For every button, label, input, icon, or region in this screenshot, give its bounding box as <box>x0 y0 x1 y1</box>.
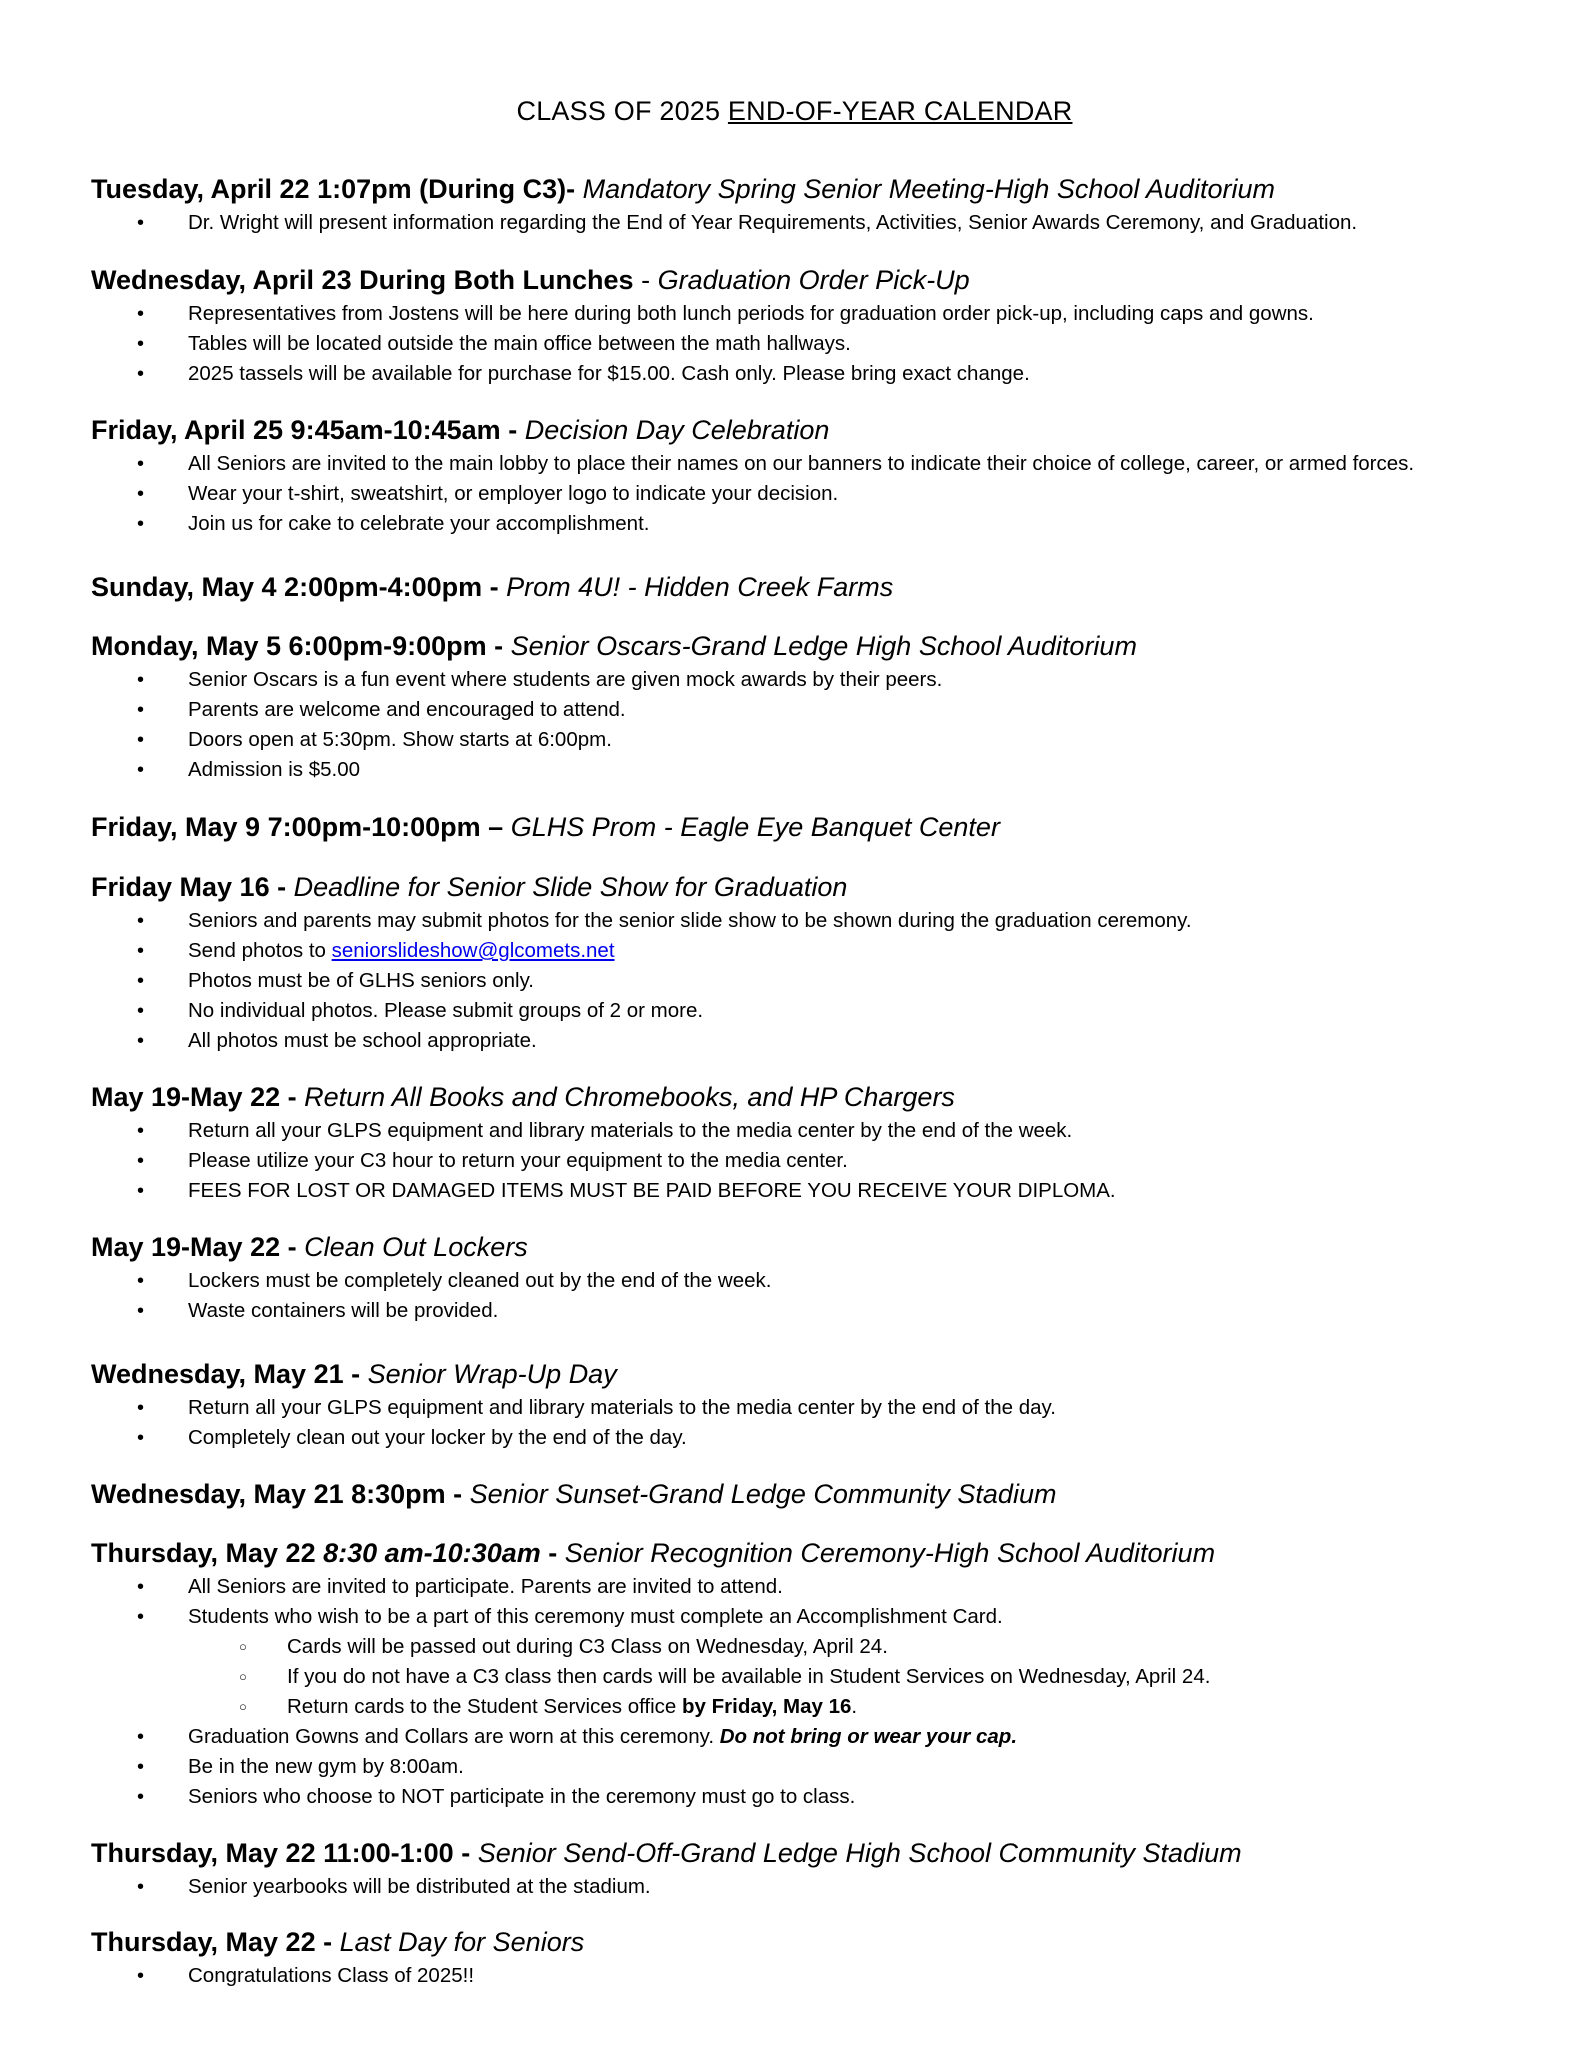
event-section <box>91 870 1561 1056</box>
event-bullets <box>91 1961 1561 1991</box>
event-heading <box>91 870 1561 904</box>
event-title: Senior Wrap-Up Day <box>367 1359 617 1389</box>
event-separator: - <box>453 1838 478 1868</box>
event-title: GLHS Prom - Eagle Eye Banquet Center <box>510 812 1000 842</box>
event-bullets <box>91 906 1561 1056</box>
event-time: 8:30 am-10:30am <box>323 1538 541 1568</box>
event-bullets <box>91 1872 1561 1902</box>
event-section <box>91 1536 1561 1812</box>
event-date: Monday, May 5 6:00pm-9:00pm <box>91 631 487 661</box>
event-section <box>91 263 1561 389</box>
gown-text: Graduation Gowns and Collars are worn at this ceremony. <box>188 1725 720 1748</box>
event-date: Tuesday, April 22 1:07pm (During C3) <box>91 174 567 204</box>
event-heading <box>91 1536 1561 1570</box>
event-separator: - <box>280 1232 305 1262</box>
event-bullets <box>91 299 1561 389</box>
email-label: Send photos to <box>188 939 332 962</box>
event-date: Friday, May 9 7:00pm-10:00pm <box>91 812 481 842</box>
list-item <box>91 1722 1561 1752</box>
event-title: Senior Recognition Ceremony-High School Auditorium <box>564 1538 1216 1568</box>
event-bullets <box>91 1572 1561 1812</box>
event-separator: - <box>633 265 658 295</box>
event-section <box>91 413 1561 539</box>
event-separator: - <box>343 1359 368 1389</box>
event-title: Senior Sunset-Grand Ledge Community Stadium <box>469 1479 1057 1509</box>
event-title: Graduation Order Pick-Up <box>657 265 970 295</box>
event-separator: - <box>566 174 583 204</box>
event-section <box>91 172 1561 238</box>
event-heading <box>91 629 1561 663</box>
deadline-text: by Friday, May 16 <box>682 1695 852 1718</box>
list-item: • Parents are welcome and encouraged to attend. <box>91 695 1561 725</box>
event-title: Prom 4U! - Hidden Creek Farms <box>506 572 894 602</box>
event-date: Thursday, May 22 11:00-1:00 <box>91 1838 454 1868</box>
event-date: Friday May 16 <box>91 872 270 902</box>
event-heading <box>91 1836 1561 1870</box>
list-item: • Students who wish to be a part of this ceremony must complete an Accomplishment Card. <box>91 1602 1561 1632</box>
list-item: • Waste containers will be provided. <box>91 1296 1561 1326</box>
list-item: • Seniors and parents may submit photos for the senior slide show to be shown during the graduation ceremony. <box>91 906 1561 936</box>
event-separator: - <box>280 1082 305 1112</box>
list-item: • Join us for cake to celebrate your accomplishment. <box>91 509 1561 539</box>
list-item: • 2025 tassels will be available for purchase for $15.00. Cash only. Please bring exact change. <box>91 359 1561 389</box>
sub-item-end: . <box>851 1695 858 1718</box>
list-item: • All Seniors are invited to the main lobby to place their names on our banners to indicate their choice of college, career, or armed forces. <box>91 449 1561 479</box>
event-bullets <box>91 1116 1561 1206</box>
event-bullets <box>91 449 1561 539</box>
event-separator: - <box>482 572 507 602</box>
event-section <box>91 1925 1561 1991</box>
list-item: • Admission is $5.00 <box>91 755 1561 785</box>
event-separator: - <box>315 1927 340 1957</box>
event-separator: - <box>269 872 294 902</box>
list-item: • FEES FOR LOST OR DAMAGED ITEMS MUST BE PAID BEFORE YOU RECEIVE YOUR DIPLOMA. <box>91 1176 1561 1206</box>
list-item: • All Seniors are invited to participate. Parents are invited to attend. <box>91 1572 1561 1602</box>
event-bullets <box>91 665 1561 785</box>
event-heading <box>91 1477 1561 1511</box>
list-item: • Senior Oscars is a fun event where students are given mock awards by their peers. <box>91 665 1561 695</box>
event-title: Decision Day Celebration <box>524 415 830 445</box>
event-bullets <box>91 208 1561 238</box>
event-date: Wednesday, May 21 8:30pm <box>91 1479 446 1509</box>
list-item: • Return all your GLPS equipment and library materials to the media center by the end of the week. <box>91 1116 1561 1146</box>
page-title <box>0 96 1589 127</box>
event-section <box>91 1477 1561 1511</box>
list-item: • Seniors who choose to NOT participate in the ceremony must go to class. <box>91 1782 1561 1812</box>
event-heading <box>91 570 1561 604</box>
list-item: • Tables will be located outside the main office between the math hallways. <box>91 329 1561 359</box>
list-item: • Doors open at 5:30pm. Show starts at 6:00pm. <box>91 725 1561 755</box>
event-section <box>91 570 1561 604</box>
list-item: • Be in the new gym by 8:00am. <box>91 1752 1561 1782</box>
event-date: Wednesday, May 21 <box>91 1359 344 1389</box>
event-separator: - <box>540 1538 565 1568</box>
event-section <box>91 810 1561 844</box>
list-item: • Return all your GLPS equipment and library materials to the media center by the end of the day. <box>91 1393 1561 1423</box>
event-date: May 19-May 22 <box>91 1232 281 1262</box>
event-heading <box>91 810 1561 844</box>
event-bullets <box>91 1266 1561 1326</box>
sub-list-item <box>91 1692 1561 1722</box>
event-section <box>91 1080 1561 1206</box>
list-item: • Please utilize your C3 hour to return your equipment to the media center. <box>91 1146 1561 1176</box>
list-item: • No individual photos. Please submit groups of 2 or more. <box>91 996 1561 1026</box>
event-date: Sunday, May 4 2:00pm-4:00pm <box>91 572 483 602</box>
title-underlined: END-OF-YEAR CALENDAR <box>727 96 1073 126</box>
event-separator: – <box>480 812 511 842</box>
event-heading <box>91 1357 1561 1391</box>
sub-item-text: Return cards to the Student Services office <box>287 1695 683 1718</box>
event-heading <box>91 172 1561 206</box>
event-title: Senior Send-Off-Grand Ledge High School Community Stadium <box>477 1838 1242 1868</box>
event-date: Wednesday, April 23 During Both Lunches <box>91 265 634 295</box>
event-section <box>91 1836 1561 1902</box>
title-text: CLASS OF 2025 <box>516 96 728 126</box>
event-title: Mandatory Spring Senior Meeting-High School Auditorium <box>582 174 1275 204</box>
event-section <box>91 1230 1561 1326</box>
event-title: Return All Books and Chromebooks, and HP Chargers <box>304 1082 955 1112</box>
cap-warning: Do not bring or wear your cap. <box>719 1725 1018 1748</box>
event-separator: - <box>500 415 525 445</box>
event-heading <box>91 1925 1561 1959</box>
list-item: • Senior yearbooks will be distributed at the stadium. <box>91 1872 1561 1902</box>
list-item: • Congratulations Class of 2025!! <box>91 1961 1561 1991</box>
event-date: Thursday, May 22 <box>91 1927 316 1957</box>
list-item: • Completely clean out your locker by the end of the day. <box>91 1423 1561 1453</box>
event-title: Clean Out Lockers <box>304 1232 528 1262</box>
list-item: • All photos must be school appropriate. <box>91 1026 1561 1056</box>
list-item: • Lockers must be completely cleaned out by the end of the week. <box>91 1266 1561 1296</box>
list-item <box>91 936 1561 966</box>
list-item: • Dr. Wright will present information regarding the End of Year Requirements, Activities, Senior Awards Ceremony, and Graduation. <box>91 208 1561 238</box>
event-heading <box>91 263 1561 297</box>
event-heading <box>91 1080 1561 1114</box>
event-title: Last Day for Seniors <box>339 1927 585 1957</box>
email-link[interactable]: seniorslideshow@glcomets.net <box>331 939 615 962</box>
event-date: May 19-May 22 <box>91 1082 281 1112</box>
event-separator: - <box>486 631 511 661</box>
event-bullets <box>91 1393 1561 1453</box>
list-item: • Photos must be of GLHS seniors only. <box>91 966 1561 996</box>
list-item: • Representatives from Jostens will be here during both lunch periods for graduation order pick-up, including caps and gowns. <box>91 299 1561 329</box>
list-item: • Wear your t-shirt, sweatshirt, or employer logo to indicate your decision. <box>91 479 1561 509</box>
event-title: Deadline for Senior Slide Show for Graduation <box>293 872 848 902</box>
sub-list-item: ○ Cards will be passed out during C3 Class on Wednesday, April 24. <box>91 1632 1561 1662</box>
event-title: Senior Oscars-Grand Ledge High School Auditorium <box>510 631 1137 661</box>
event-section <box>91 1357 1561 1453</box>
event-section <box>91 629 1561 785</box>
event-heading <box>91 413 1561 447</box>
event-date: Friday, April 25 9:45am-10:45am <box>91 415 501 445</box>
sub-list-item: ○ If you do not have a C3 class then cards will be available in Student Services on Wednesday, April 24. <box>91 1662 1561 1692</box>
event-date: Thursday, May 22 <box>91 1538 324 1568</box>
event-heading <box>91 1230 1561 1264</box>
event-separator: - <box>445 1479 470 1509</box>
